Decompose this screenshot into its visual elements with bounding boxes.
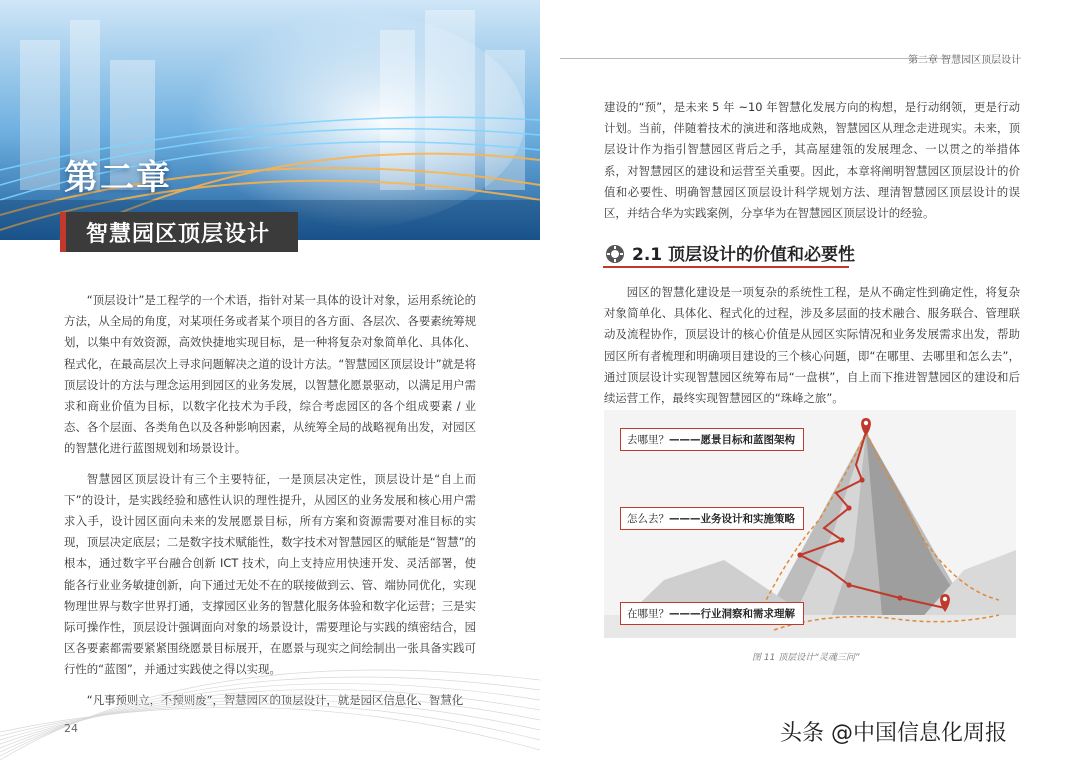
paragraph: 建设的“预”，是未来 5 年 ~10 年智慧化发展方向的构想，是行动纲领，更是行动计划。当前，伴随着技术的演进和落地成熟，智慧园区从理念走进现实。未来，顶层设计作为指引智慧园区背后之手，其高屋建瓴的发展理念、一以贯之的举措体系，对智慧园区的建设和运营至关重要。因此，本章将阐明智慧园区顶层设计的价值和必要性、明确智慧园区顶层设计科学规划方法、理清智慧园区顶层设计的误区，并结合华为实践案例，分享华为在智慧园区顶层设计的经验。 [604,100,1020,221]
section-heading: 2.1 顶层设计的价值和必要性 [632,245,856,265]
paragraph: 园区的智慧化建设是一项复杂的系统性工程，是从不确定性到确定性，将复杂对象简单化、具体化、程式化的过程，涉及多层面的技术融合、服务联合、管理联动及流程协作，顶层设计的核心价值是从园区实际情况和业务发展需求出发，帮助园区所有者梳理和明确项目建设的三个核心问题，即“在哪里、去哪里和怎么去”，通过顶层设计实现智慧园区统筹布局“一盘棋”，自上而下推进智慧园区的建设和后续运营工作，最终实现智慧园区的“珠峰之旅”。 [604,285,1020,406]
right-section-text [604,282,1020,409]
chapter-number: 第二章 [64,158,172,198]
figure-label-where-to-go [620,428,804,451]
paragraph: “凡事预则立，不预则废”，智慧园区的顶层设计，就是园区信息化、智慧化 [86,692,464,707]
chapter-title: 智慧园区顶层设计 [86,222,271,247]
figure-label-question: 在哪里？ [627,608,669,620]
page-number: 24 [64,722,78,735]
decorative-wave-lines [0,520,540,764]
right-intro-text [604,97,1020,224]
figure-label-question: 去哪里？ [627,434,669,446]
figure-label-answer: ———行业洞察和需求理解 [669,608,795,620]
section-gear-icon [605,244,625,264]
figure-label-where-are-we [620,602,804,625]
city-light-trails-image [0,0,540,240]
figure-label-answer: ———业务设计和实施策略 [669,513,795,525]
paragraph: “顶层设计”是工程学的一个术语，指针对某一具体的设计对象，运用系统论的方法，从全局的角度，对某项任务或者某个项目的各方面、各层次、各要素统筹规划，以集中有效资源，高效快捷地实现目标，是一种将复杂对象简单化、具体化、程式化，在最高层次上寻求问题解决之道的设计方法。“智慧园区顶层设计”就是将顶层设计的方法与理念运用到园区的业务发展，以智慧化愿景驱动，以满足用户需求和商业价值为目标，以数字化技术为手段，综合考虑园区的各个组成要素 / 业态、各个层面、各类角色以及各种影响因素，从统筹全局的战略视角出发，对园区的智慧化进行蓝图规划和场景设计。 [64,293,476,456]
paragraph: 智慧园区顶层设计有三个主要特征，一是顶层决定性，顶层设计是“自上而下”的设计，是实践经验和感性认识的理性提升，从园区的业务发展和核心用户需求入手，设计园区面向未来的发展愿景目标，所有方案和资源需要对准目标的实现，顶层决定底层；二是数字技术赋能性，数字技术对智慧园区的赋能是“智慧”的根本，通过数字平台融合创新 ICT 技术，向上支持应用快速开发、灵活部署，使能各行业业务敏捷创新，向下通过无处不在的联接做到云、管、端协同优化，实现物理世界与数字世界打通，支撑园区业务的智慧化服务体验和数字化运营；三是实际可操作性，顶层设计强调面向对象的场景设计，需要理论与实践的缜密结合，园区各要素都需要紧紧围绕愿景目标展开，在愿景与现实之间绘制出一张具备实践可行性的“蓝图”，并通过实践使之得以实现。 [64,471,476,677]
figure-caption: 图 11 顶层设计“灵魂三问” [752,653,860,663]
section-underline [603,266,849,268]
figure-label-how-to-go [620,507,804,530]
source-watermark: 头条 @中国信息化周报 [780,721,1007,746]
chapter-hero-image [0,0,540,240]
header-rule [560,58,950,59]
running-header: 第二章 智慧园区顶层设计 [908,55,1022,66]
mountain-figure [604,410,1016,638]
figure-label-question: 怎么去？ [627,513,669,525]
figure-label-answer: ———愿景目标和蓝图架构 [669,434,795,446]
